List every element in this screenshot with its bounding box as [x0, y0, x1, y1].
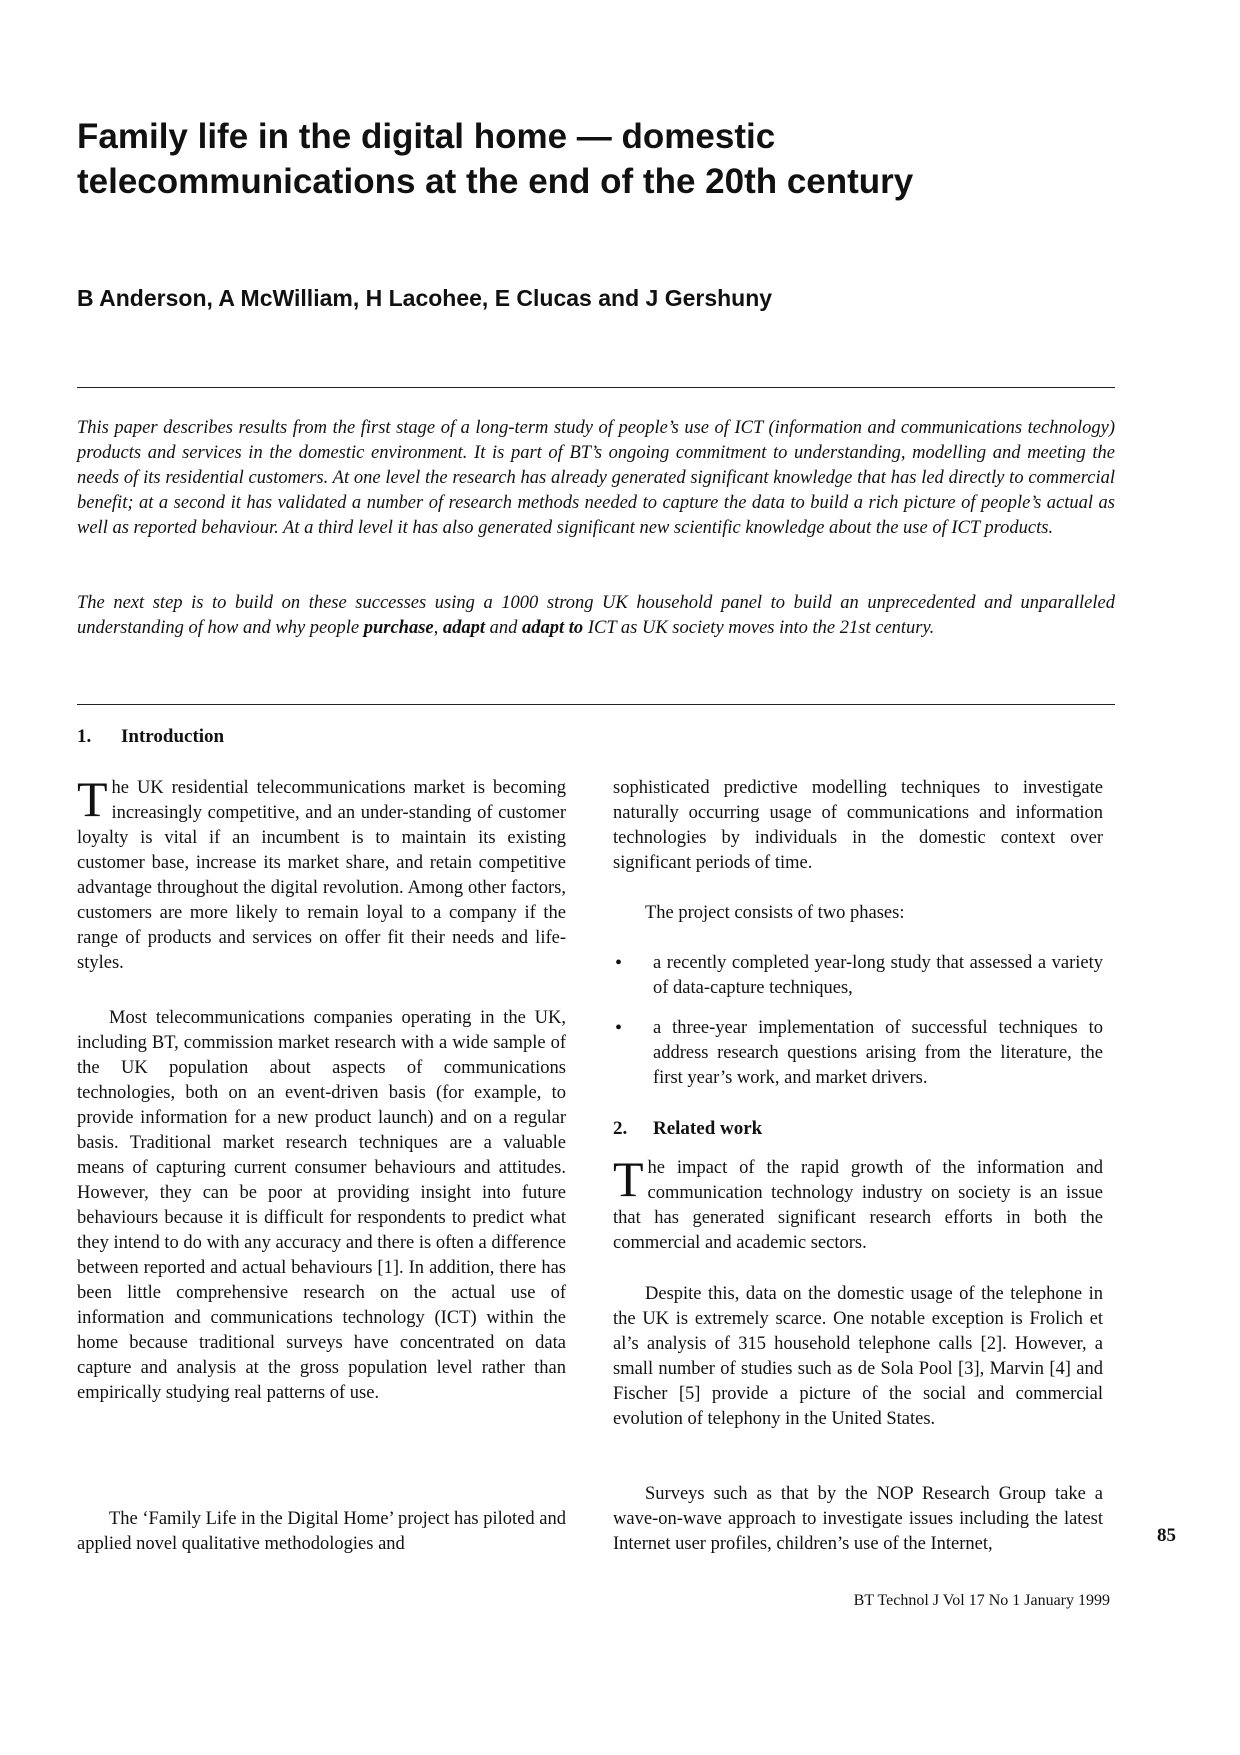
bullet-icon: • — [615, 1017, 623, 1039]
section-number: 2. — [613, 1118, 628, 1139]
bullet-icon: • — [615, 952, 623, 974]
intro-paragraph-4: sophisticated predictive modelling techniques to investigate naturally occurring usage of communications and information technologies by individuals in the domestic context over significant periods of time. — [613, 778, 1103, 873]
section-number: 1. — [77, 726, 92, 747]
related-paragraph-1: The impact of the rapid growth of the information and communication technology industry on society is an issue that has generated significant research efforts in both the commercial and academic sectors. — [613, 1151, 1103, 1253]
abstract-paragraph-1: This paper describes results from the first stage of a long-term study of people’s use of ICT (information and communications technology) products and services in the domestic environment. It is part of BT’s ongoing commitment to understanding, modelling and meeting the needs of its residential customers. At one level the research has already generated significant knowledge that has led directly to commercial benefit; at a second it has validated a number of research methods needed to capture the data to build a rich picture of people’s actual as well as reported behaviour. At a third level it has also generated significant new scientific knowledge about the use of ICT products. — [77, 418, 1115, 538]
abstract-p2-start: The next step is to build on these successes using a 1000 strong UK household panel to build an unprecedented and unparalleled understanding of how and why people — [77, 593, 1115, 638]
section-heading-related-work — [613, 1116, 762, 1141]
emphasis-adapt: adapt — [442, 618, 486, 638]
intro-paragraph-2: Most telecommunications companies operating in the UK, including BT, commission market research with a wide sample of the UK population about aspects of communications technologies, both on an event-driven basis (for example, to provide information for a new product launch) and on a regular basis. Traditional market research techniques are a valuable means of capturing current consumer behaviours and attitudes. However, they can be poor at providing insight into future behaviours because it is difficult for respondents to predict what they intend to do with any accuracy and there is often a difference between reported and actual behaviours [1]. In addition, there has been little comprehensive research on the actual use of information and communications technology (ICT) within the home because traditional surveys have concentrated on data capture and analysis at the gross population level rather than empirically studying real patterns of use. — [77, 1008, 566, 1403]
abstract-paragraph-2: The next step is to build on these successes using a 1000 strong UK household panel to build an unprecedented and unparalleled understanding of how and why people purchase, adapt and adapt to ICT as UK society moves into the 21st century. — [77, 593, 1115, 638]
page-number: 85 — [1157, 1525, 1176, 1546]
abstract-top-rule — [77, 387, 1115, 388]
journal-footer: BT Technol J Vol 17 No 1 January 1999 — [853, 1592, 1110, 1609]
drop-cap: T — [613, 1151, 644, 1207]
list-item: • a three-year implementation of successful techniques to address research questions arising from the literature, the first year’s work, and market drivers. — [615, 1017, 1103, 1088]
related-paragraph-2: Despite this, data on the domestic usage of the telephone in the UK is extremely scarce. One notable exception is Frolich et al’s analysis of 315 household telephone calls [2]. However, a small number of studies such as de Sola Pool [3], Marvin [4] and Fischer [5] provide a picture of the social and commercial evolution of telephony in the United States. — [613, 1284, 1103, 1429]
section-title: Related work — [653, 1118, 763, 1139]
intro-paragraph-3: The ‘Family Life in the Digital Home’ project has piloted and applied novel qualitative methodologies and — [77, 1509, 566, 1554]
title-line-1: Family life in the digital home — domestic — [77, 117, 776, 156]
author-list: B Anderson, A McWilliam, H Lacohee, E Clucas and J Gershuny — [77, 285, 773, 311]
emphasis-purchase: purchase — [363, 618, 434, 638]
intro-paragraph-1: The UK residential telecommunications market is becoming increasingly competitive, and an under-standing of customer loyalty is vital if an incumbent is to maintain its existing customer base, increase its market share, and retain competitive advantage throughout the digital revolution. Among other factors, customers are more likely to remain loyal to a company if the range of products and services on offer fit their needs and life-styles. — [77, 771, 566, 973]
abstract-bottom-rule — [77, 704, 1115, 705]
title-line-2: telecommunications at the end of the 20th century — [77, 162, 914, 201]
drop-cap: T — [77, 771, 108, 827]
related-paragraph-3: Surveys such as that by the NOP Research Group take a wave-on-wave approach to investigate issues including the latest Internet user profiles, children’s use of the Internet, — [613, 1484, 1103, 1554]
paper-title — [77, 114, 1077, 204]
phase-list — [613, 951, 1103, 1091]
intro-paragraph-5: The project consists of two phases: — [645, 903, 905, 923]
section-heading-introduction — [77, 724, 224, 749]
list-item: • a recently completed year-long study that assessed a variety of data-capture techniques, — [615, 952, 1103, 998]
section-title: Introduction — [121, 726, 225, 747]
abstract-p2-end: ICT as UK society moves into the 21st century. — [583, 618, 935, 638]
emphasis-adapt-to: adapt to — [522, 618, 584, 638]
